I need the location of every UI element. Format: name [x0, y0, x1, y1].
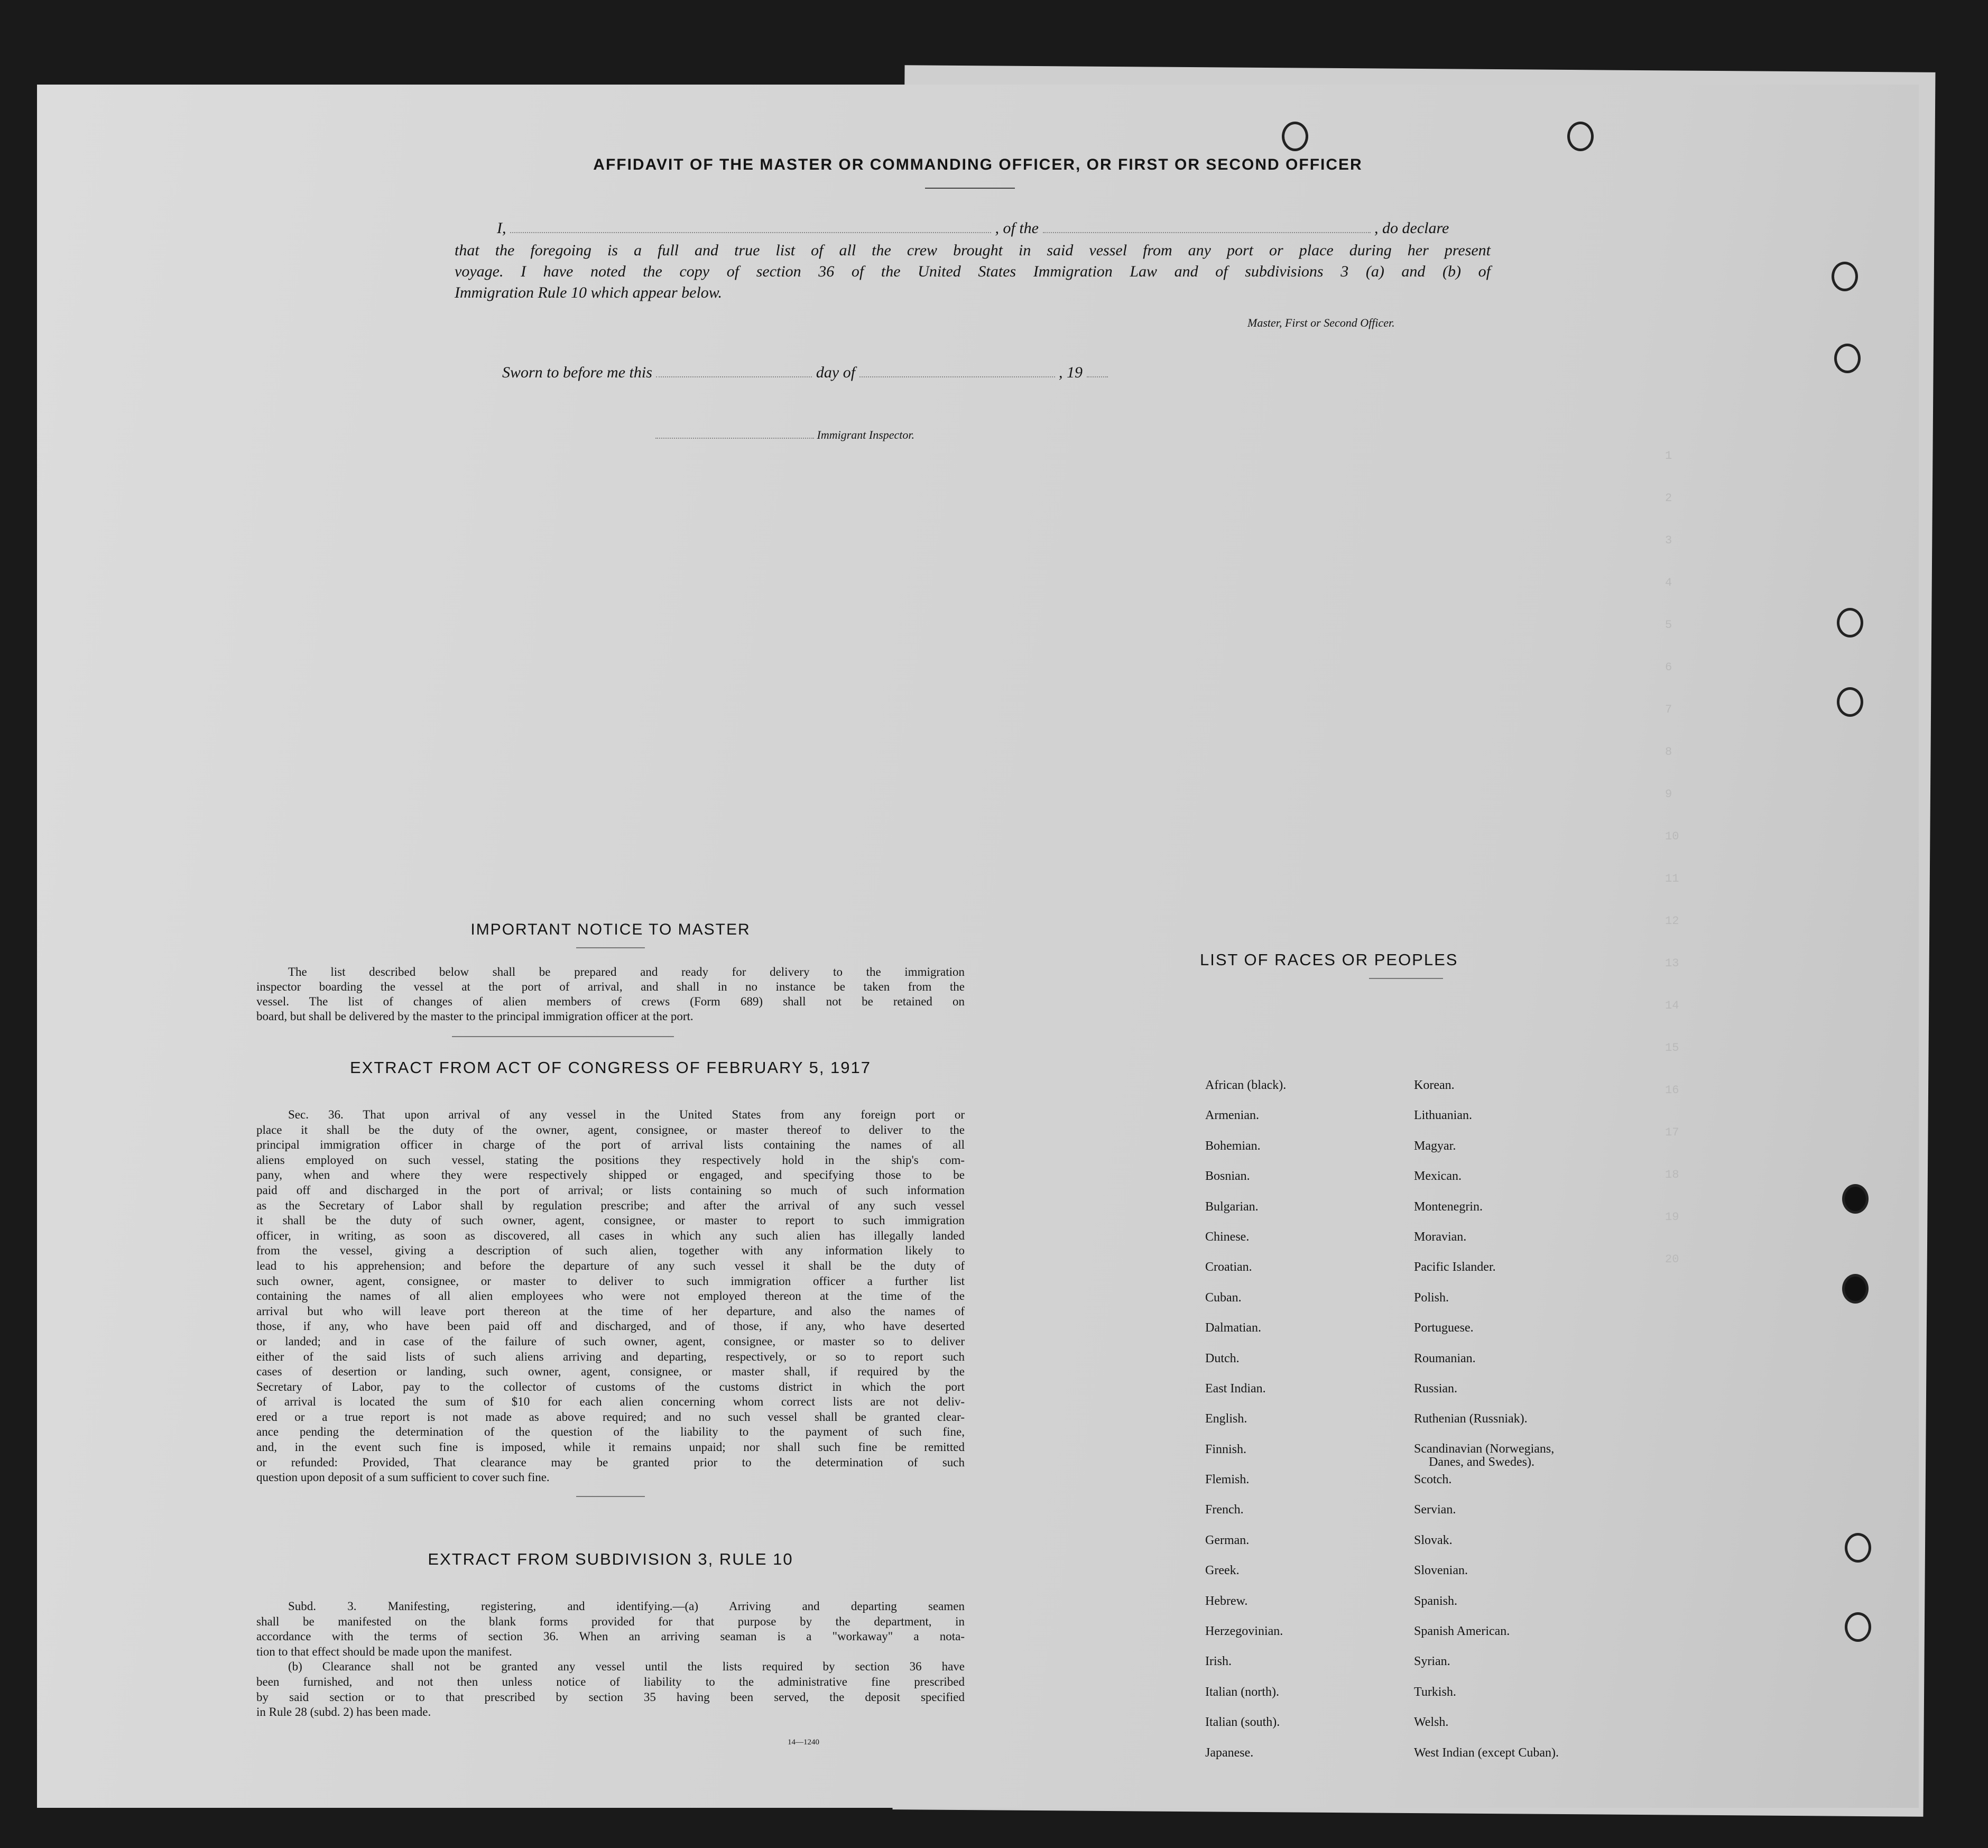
of-the-label: , of the	[995, 219, 1039, 237]
master-name-field[interactable]	[510, 228, 991, 233]
act-extract-heading: EXTRACT FROM ACT OF CONGRESS OF FEBRUARY 5, 1917	[349, 1058, 872, 1077]
punch-hole-icon	[1567, 122, 1594, 151]
rule-extract-body	[256, 1599, 965, 1720]
race-item: Croatian.	[1205, 1260, 1252, 1274]
vessel-name-field[interactable]	[1043, 228, 1371, 233]
race-item: Bulgarian.	[1205, 1199, 1259, 1214]
act-end-rule	[576, 1496, 645, 1497]
punch-hole-icon	[1837, 687, 1863, 717]
race-item: French.	[1205, 1503, 1244, 1517]
punch-hole-icon	[1834, 344, 1861, 373]
inspector-caption: Immigrant Inspector.	[817, 428, 915, 441]
affidavit-line-2: that the foregoing is a full and true list of all the crew brought in said vessel from any port or place during her present	[455, 242, 1491, 259]
notice-line: The list described below shall be prepared and ready for delivery to the immigration	[288, 965, 965, 978]
act-line: place it shall be the duty of the owner, agent, consignee, or master thereof to deliver to the	[256, 1123, 965, 1136]
race-item: West Indian (except Cuban).	[1414, 1745, 1559, 1760]
race-item: Bohemian.	[1205, 1139, 1261, 1153]
punch-hole-icon	[1282, 122, 1308, 151]
notice-line: inspector boarding the vessel at the port of arrival, and shall in no instance be taken from the	[256, 980, 965, 993]
rule-line: shall be manifested on the blank forms provided for that purpose by the department, in	[256, 1614, 965, 1628]
race-item: Cuban.	[1205, 1290, 1242, 1305]
rule-line: in Rule 28 (subd. 2) has been made.	[256, 1705, 431, 1719]
act-line: pany, when and where they were respectively shipped or engaged, and specifying those to be	[256, 1168, 965, 1182]
act-line: from the vessel, giving a description of such alien, together with any information likely to	[256, 1244, 965, 1258]
race-item: Roumanian.	[1414, 1351, 1476, 1365]
race-item-continuation: Danes, and Swedes).	[1429, 1455, 1534, 1469]
act-line: aliens employed on such vessel, stating the positions they respectively hold in the ship's com-	[256, 1153, 965, 1167]
day-of-label: day of	[816, 364, 856, 381]
rule-line: by said section or to that prescribed by section 35 having been served, the deposit specified	[256, 1690, 965, 1704]
race-item: Turkish.	[1414, 1685, 1456, 1699]
race-item: African (black).	[1205, 1078, 1287, 1092]
race-item: Dutch.	[1205, 1351, 1240, 1365]
inspector-line	[655, 428, 914, 442]
race-item: Hebrew.	[1205, 1594, 1248, 1608]
race-item: Welsh.	[1414, 1715, 1449, 1730]
rule-line: (b) Clearance shall not be granted any vessel until the lists required by section 36 have	[288, 1660, 965, 1674]
rule-line: accordance with the terms of section 36. When an arriving seaman is a "workaway" a nota-	[256, 1630, 965, 1643]
race-item: East Indian.	[1205, 1381, 1266, 1396]
affidavit-line-3: voyage. I have noted the copy of section 36 of the United States Immigration Law and of subdivisions 3 (a) and (b) of	[455, 263, 1491, 280]
race-item: Spanish American.	[1414, 1624, 1510, 1639]
act-line: principal immigration officer in charge of the port of arrival lists containing the names of all	[256, 1138, 965, 1152]
race-item: Chinese.	[1205, 1230, 1250, 1244]
race-item: Scotch.	[1414, 1473, 1452, 1487]
sworn-day-field[interactable]	[656, 372, 812, 377]
act-line: or refunded: Provided, That clearance may be granted prior to the determination of such	[256, 1455, 965, 1469]
punch-hole-icon	[1845, 1612, 1871, 1642]
race-item: Korean.	[1414, 1078, 1455, 1092]
race-item: Armenian.	[1205, 1108, 1259, 1123]
races-list	[1205, 1078, 1654, 1776]
race-item: Slovak.	[1414, 1533, 1453, 1547]
act-line: lead to his apprehension; and before the departure of any such vessel it shall be the duty of	[256, 1259, 965, 1272]
act-line: and, in the event such fine is imposed, while it remains unpaid; nor shall such fine be remitted	[256, 1440, 965, 1454]
signature-caption: Master, First or Second Officer.	[1247, 316, 1395, 329]
act-line: it shall be the duty of such owner, agent, consignee, or master to report to such immigration	[256, 1214, 965, 1227]
notice-rule	[576, 947, 645, 948]
rule-extract-heading: EXTRACT FROM SUBDIVISION 3, RULE 10	[428, 1550, 793, 1568]
race-item: Montenegrin.	[1414, 1199, 1483, 1214]
act-line: Secretary of Labor, pay to the collector of customs of the customs district in which the port	[256, 1380, 965, 1393]
act-line: those, if any, who have been paid off and discharged, and of those, if any, who have deserted	[256, 1319, 965, 1333]
inspector-signature-field[interactable]	[655, 433, 814, 439]
race-item: English.	[1205, 1412, 1247, 1426]
race-item: Bosnian.	[1205, 1169, 1250, 1184]
race-item: Pacific Islander.	[1414, 1260, 1496, 1274]
rule-line: been furnished, and not then unless notice of liability to the administrative fine prescribed	[256, 1675, 965, 1688]
punch-hole-icon	[1832, 262, 1858, 291]
race-item: Portuguese.	[1414, 1321, 1474, 1335]
race-item: German.	[1205, 1533, 1250, 1547]
notice-heading: IMPORTANT NOTICE TO MASTER	[470, 921, 751, 938]
races-heading: LIST OF RACES OR PEOPLES	[1200, 950, 1458, 969]
race-item: Herzegovinian.	[1205, 1624, 1283, 1639]
race-item: Mexican.	[1414, 1169, 1462, 1184]
act-line: either of the said lists of such aliens arriving and departing, respectively, or so to report such	[256, 1350, 965, 1363]
notice-line: vessel. The list of changes of alien members of crews (Form 689) shall not be retained on	[256, 995, 965, 1008]
act-line: question upon deposit of a sum sufficient to cover such fine.	[256, 1471, 550, 1484]
act-line: of arrival is located the sum of $10 for each alien concerning whom correct lists are not deliv-	[256, 1395, 965, 1409]
rule-line: tion to that effect should be made upon the manifest.	[256, 1644, 512, 1658]
act-line: arrival but who will leave port thereon at the time of her departure, and also the names of	[256, 1304, 965, 1318]
act-line: such owner, agent, consignee, or master to deliver to such immigration officer a further list	[256, 1274, 965, 1288]
race-item: Japanese.	[1205, 1745, 1254, 1760]
race-item: Polish.	[1414, 1290, 1449, 1305]
race-item: Ruthenian (Russniak).	[1414, 1412, 1528, 1426]
act-line: containing the names of all alien employees who were not employed thereon at the time of the	[256, 1289, 965, 1303]
race-item: Russian.	[1414, 1381, 1458, 1396]
do-declare-label: , do declare	[1374, 219, 1449, 237]
race-item: Irish.	[1205, 1655, 1232, 1669]
sworn-label: Sworn to before me this	[502, 364, 652, 381]
race-item: Moravian.	[1414, 1230, 1467, 1244]
form-number: 14—1240	[788, 1738, 819, 1747]
affidavit-heading: AFFIDAVIT OF THE MASTER OR COMMANDING OFFICER, OR FIRST OR SECOND OFFICER	[593, 156, 1363, 173]
race-item: Greek.	[1205, 1564, 1240, 1578]
form-page: 1 2 3 4 5 6 7 8 9 10 11 12 13 14 15 16 17 18 19 20 AFFIDAVIT OF THE MASTER OR COMMANDING OFFICER, OR FIRST OR SECOND OFFICER I, , of the , do declare that the foregoing is a full and true list of all the crew brought in said vessel from any port or place during her present voyage. I have noted the copy of section 36 of the United States Immigration Law and of subdivisions 3 (a) and (b) of Immigration Rule 10 which appear below. Master, First or Second Officer. Sworn to before me this day of , 19 Immigrant Inspector. IMPORTANT NOTICE TO MASTER The list described below shall be prepared and ready for delivery to the immigration inspector boarding the vessel at the port of arrival, and shall in no instance be taken from the vessel. The list of changes of alien members of crews (Form 689) shall not be retained on board, but shall be delivered by the master to the principal immigration officer at the port. EXTRACT FROM ACT OF CONGRESS OF FEBRUARY 5, 1917 Sec. 36. That upon arrival of any vessel in the United States from any foreign port or place it shall be the duty of the owner, agent, consignee, or master thereof to deliver to the principal immigration officer in charge of the port of arrival lists containing the names of all aliens employed on such vessel, stating the positions they respectively hold in the ship's com- pany, when and where they were respectively shipped or engaged, and specifying those to be paid off and discharged in the port of arrival; or lists containing so much of such information as the Secretary of Labor shall by regulation prescribe; and after the arrival of any such vessel it shall be the duty of such owner, agent, consignee, or master to report to such immigration officer, in writing, as soon as discovered, all cases in which any such alien has illegally landed from the vessel, giving a description of such alien, together with any information likely to lead to his apprehension; and before the departure of any such vessel it shall be the duty of such owner, agent, consignee, or master to deliver to such immigration officer a further list containing the names of all alien employees who were not employed thereon at the time of the arrival but who will leave port thereon at the time of her departure, and also the names of those, if any, who have been paid off and discharged, and of those, if any, who have deserted or landed; and in case of the failure of such owner, agent, consignee, or master so to deliver either of the said lists of such aliens arriving and departing, respectively, or so to report such cases of desertion or landing, such owner, agent, consignee, or master shall, if required by the Secretary of Labor, pay to the collector of customs of the customs district in which the port of arrival is located the sum of $10 for each alien concerning whom correct lists are not deliv- ered or a true report is not made as above required; and no such vessel shall be granted clear- ance pending the determination of the question of the liability to the payment of such fine, and, in the event such fine is imposed, while it remains unpaid; nor shall such fine be remitted or refunded: Provided, That clearance may be granted prior to the determination of such question upon deposit of a sum sufficient to cover such fine. EXTRACT FROM SUBDIVISION 3, RULE 10 Subd. 3. Manifesting, registering, and identifying.—(a) Arriving and departing seamen shall be manifested on the blank forms provided for that purpose by the department, in accordance with the terms of section 36. When an arriving seaman is a "workaway" a nota- tion to that effect should be made upon the manifest. (b) Clearance shall not be granted any vessel until the lists required by section 36 have been furnished, and not then unless notice of liability to the administrative fine prescribed by said section or to that prescribed by section 35 having been served, the deposit specified in Rule 28 (subd. 2) has been made. 14—1240 LIST OF RACES OR PEOPLES African (black). Korean. Armenian. Lithuanian. Bohemian. Magyar. Bosnian. Mexican. Bulgarian. Montenegrin. Chinese. Moravian. Croatian. Pacific Islander. Cuban. Polish. Dalmatian. Portuguese. Dutch. Roumanian. East Indian. Russian. English. Ruthenian (Russniak). Finnish. Scandinavian (Norwegians, Danes, and Swedes). Flemish. Scotch. French. Servian. German. Slovak. Greek. Slovenian. Hebrew. Spanish. Herzegovinian. Spanish American. Irish. Syrian. Italian (north). Turkish. Italian (south). Welsh. Japanese. West Indian (except Cuban).	[37, 85, 1919, 1808]
rule-line: Subd. 3. Manifesting, registering, and identifying.—(a) Arriving and departing seamen	[288, 1600, 965, 1613]
act-line: or landed; and in case of the failure of such owner, agent, consignee, or master so to deliver	[256, 1334, 965, 1348]
act-line: ered or a true report is not made as above required; and no such vessel shall be granted clear-	[256, 1410, 965, 1424]
race-item: Magyar.	[1414, 1139, 1456, 1153]
punch-hole-icon	[1842, 1184, 1869, 1214]
sworn-month-field[interactable]	[859, 372, 1055, 377]
race-item: Servian.	[1414, 1503, 1456, 1517]
act-line: paid off and discharged in the port of arrival; or lists containing so much of such information	[256, 1183, 965, 1197]
sworn-year-field[interactable]	[1087, 372, 1108, 377]
race-item: Dalmatian.	[1205, 1321, 1261, 1335]
affidavit-line-4: Immigration Rule 10 which appear below.	[455, 284, 723, 301]
punch-hole-icon	[1842, 1274, 1869, 1304]
race-item: Italian (north).	[1205, 1685, 1279, 1699]
act-line: ance pending the determination of the question of the liability to the payment of such fine,	[256, 1425, 965, 1439]
punch-hole-icon	[1845, 1533, 1871, 1563]
race-item: Spanish.	[1414, 1594, 1458, 1608]
notice-body	[256, 965, 965, 1024]
races-rule	[1369, 978, 1443, 979]
notice-end-rule	[452, 1036, 674, 1037]
race-item: Slovenian.	[1414, 1564, 1468, 1578]
sworn-line	[502, 364, 1108, 382]
notice-line: board, but shall be delivered by the master to the principal immigration officer at the port.	[256, 1010, 694, 1023]
race-item: Syrian.	[1414, 1655, 1450, 1669]
act-line: Sec. 36. That upon arrival of any vessel in the United States from any foreign port or	[288, 1108, 965, 1121]
race-item: Lithuanian.	[1414, 1108, 1472, 1123]
act-line: cases of desertion or landing, such owner, agent, consignee, or master shall, if required by the	[256, 1365, 965, 1379]
race-item: Finnish.	[1205, 1442, 1247, 1456]
heading-rule	[925, 188, 1015, 189]
race-item: Scandinavian (Norwegians,	[1414, 1442, 1555, 1456]
act-line: officer, in writing, as soon as discovered, all cases in which any such alien has illegally landed	[256, 1228, 965, 1242]
act-line: as the Secretary of Labor shall by regulation prescribe; and after the arrival of any such vessel	[256, 1198, 965, 1212]
affidavit-line-1	[497, 219, 1522, 237]
act-extract-body	[256, 1107, 965, 1485]
i-label: I,	[497, 219, 506, 237]
race-item-scandinavian	[1414, 1443, 1554, 1469]
race-item: Italian (south).	[1205, 1715, 1280, 1730]
punch-hole-icon	[1837, 608, 1863, 637]
year-prefix: , 19	[1059, 364, 1083, 381]
race-item: Flemish.	[1205, 1473, 1250, 1487]
